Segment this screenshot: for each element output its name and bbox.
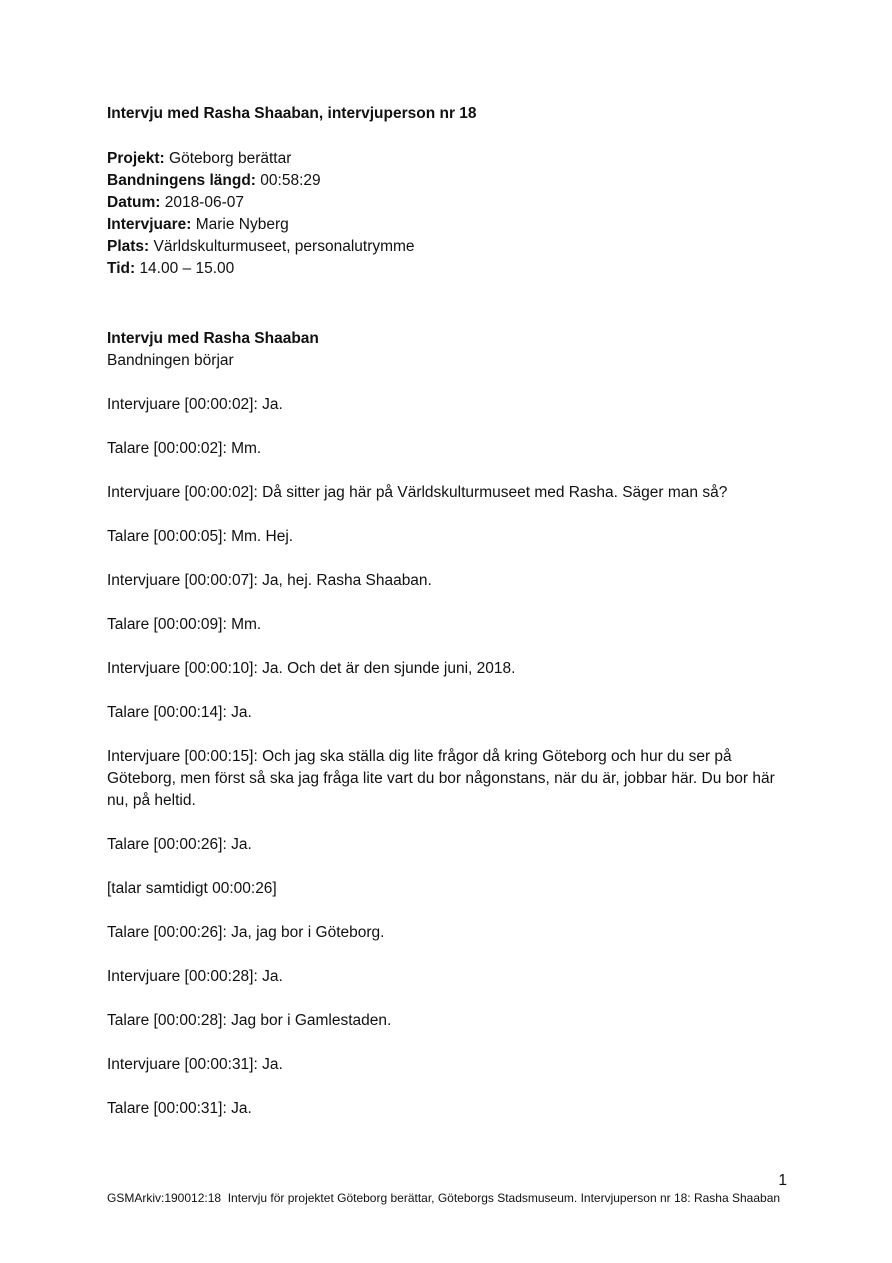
transcript-line: Intervjuare [00:00:31]: Ja. bbox=[107, 1056, 283, 1073]
section-subheading: Bandningen börjar bbox=[107, 352, 234, 369]
footer-archive-line: GSMArkiv:190012:18 Intervju för projektet Göteborg berättar, Göteborgs Stadsmuseum. Intervjuperson nr 18: Rasha Shaaban bbox=[107, 1191, 781, 1205]
metadata-line-datum bbox=[107, 192, 787, 214]
metadata-line-bandningens-langd bbox=[107, 170, 787, 192]
transcript-line: Talare [00:00:28]: Jag bor i Gamlestaden. bbox=[107, 1012, 392, 1029]
metadata-line-intervjuare bbox=[107, 214, 787, 236]
metadata-label: Bandningens längd: bbox=[107, 172, 256, 189]
page-number: 1 bbox=[778, 1172, 787, 1189]
metadata-line-plats bbox=[107, 236, 787, 258]
metadata-label: Intervjuare: bbox=[107, 216, 192, 233]
metadata-line-tid bbox=[107, 258, 787, 280]
transcript-line: Talare [00:00:09]: Mm. bbox=[107, 616, 262, 633]
transcript-line: Intervjuare [00:00:28]: Ja. bbox=[107, 968, 283, 985]
metadata-label: Projekt: bbox=[107, 150, 165, 167]
metadata-value: Världskulturmuseet, personalutrymme bbox=[153, 238, 415, 255]
metadata-label: Plats: bbox=[107, 238, 150, 255]
metadata-value: Marie Nyberg bbox=[195, 216, 289, 233]
transcript-body bbox=[107, 394, 787, 1120]
metadata-value: 00:58:29 bbox=[260, 172, 321, 189]
metadata-value: 2018-06-07 bbox=[164, 194, 244, 211]
metadata-block bbox=[107, 148, 787, 280]
metadata-line-projekt bbox=[107, 148, 787, 170]
metadata-label: Tid: bbox=[107, 260, 136, 277]
transcript-line: Talare [00:00:14]: Ja. bbox=[107, 704, 252, 721]
transcript-line: Intervjuare [00:00:10]: Ja. Och det är den sjunde juni, 2018. bbox=[107, 660, 516, 677]
transcript-line: Intervjuare [00:00:15]: Och jag ska ställa dig lite frågor då kring Göteborg och hur du ser på Göteborg, men först så ska jag fråga lite vart du bor någonstans, när du är, jobbar här. Du bor här nu, på heltid. bbox=[107, 748, 775, 809]
document-title: Intervju med Rasha Shaaban, intervjuperson nr 18 bbox=[107, 105, 477, 122]
metadata-label: Datum: bbox=[107, 194, 161, 211]
transcript-line: Talare [00:00:31]: Ja. bbox=[107, 1100, 252, 1117]
transcript-line: [talar samtidigt 00:00:26] bbox=[107, 880, 277, 897]
transcript-line: Intervjuare [00:00:07]: Ja, hej. Rasha Shaaban. bbox=[107, 572, 432, 589]
metadata-value: Göteborg berättar bbox=[169, 150, 292, 167]
transcript-line: Intervjuare [00:00:02]: Då sitter jag här på Världskulturmuseet med Rasha. Säger man så? bbox=[107, 484, 728, 501]
transcript-line: Talare [00:00:05]: Mm. Hej. bbox=[107, 528, 294, 545]
section-heading: Intervju med Rasha Shaaban bbox=[107, 330, 319, 347]
transcript-line: Talare [00:00:26]: Ja, jag bor i Göteborg. bbox=[107, 924, 385, 941]
transcript-line: Intervjuare [00:00:02]: Ja. bbox=[107, 396, 283, 413]
transcript-line: Talare [00:00:02]: Mm. bbox=[107, 440, 262, 457]
metadata-value: 14.00 – 15.00 bbox=[139, 260, 235, 277]
transcript-line: Talare [00:00:26]: Ja. bbox=[107, 836, 252, 853]
